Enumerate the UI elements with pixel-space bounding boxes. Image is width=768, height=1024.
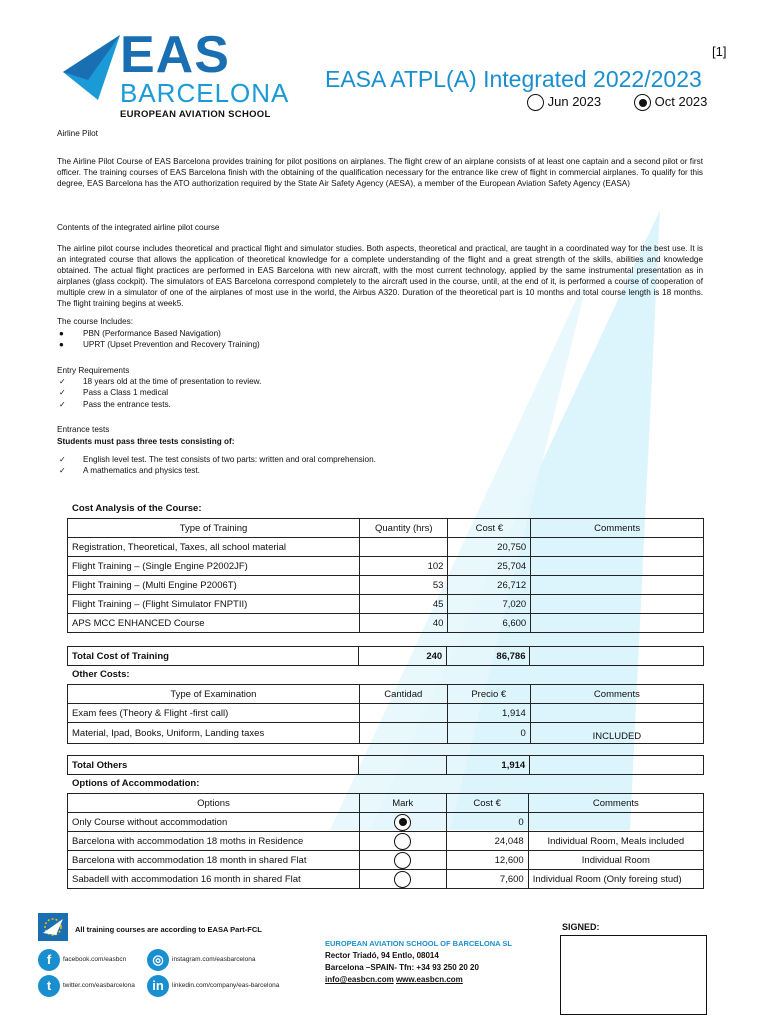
school-address	[325, 938, 512, 986]
table-cell: Exam fees (Theory & Flight -first call)	[68, 704, 360, 723]
table-cell: Registration, Theoretical, Taxes, all school material	[68, 538, 360, 557]
table-cell: APS MCC ENHANCED Course	[68, 614, 360, 633]
accommodation-radio-1[interactable]	[394, 833, 411, 850]
list-item	[57, 387, 261, 398]
table-header	[68, 685, 704, 704]
table-cell: 0	[446, 813, 528, 832]
table-cell: Sabadell with accommodation 16 month in shared Flat	[68, 870, 360, 889]
linkedin-link[interactable]: linkedin.com/company/eas-barcelona	[172, 982, 280, 989]
school-name: EUROPEAN AVIATION SCHOOL OF BARCELONA SL	[325, 939, 512, 948]
column-header: Cost €	[448, 519, 531, 538]
table-cell: 86,786	[447, 647, 530, 666]
session-radio-jun[interactable]	[527, 94, 544, 111]
table-cell: Barcelona with accommodation 18 moths in Residence	[68, 832, 360, 851]
check-icon: ✓	[59, 399, 66, 409]
table-cell	[359, 851, 446, 870]
contents-heading: Contents of the integrated airline pilot course	[57, 223, 220, 232]
table-cell	[530, 647, 704, 666]
other-heading: Other Costs:	[72, 669, 130, 680]
table-row	[68, 557, 704, 576]
tests-sub: Students must pass three tests consisting of:	[57, 437, 235, 446]
column-header: Comments	[531, 519, 704, 538]
linkedin-icon[interactable]: in	[147, 975, 169, 997]
accommodation-heading: Options of Accommodation:	[72, 778, 200, 789]
check-icon: ✓	[59, 455, 66, 464]
column-header: Cantidad	[359, 685, 447, 704]
column-header: Comments	[530, 685, 703, 704]
email-link[interactable]: info@easbcn.com	[325, 975, 394, 984]
tests-heading: Entrance tests	[57, 425, 110, 434]
bullet-icon: ●	[59, 329, 64, 338]
total-row	[68, 756, 704, 775]
page-title: EASA ATPL(A) Integrated 2022/2023	[325, 66, 702, 92]
accommodation-radio-3[interactable]	[394, 871, 411, 888]
table-cell	[528, 813, 703, 832]
list-item	[57, 339, 260, 350]
check-icon: ✓	[59, 377, 66, 386]
table-cell: Total Cost of Training	[68, 647, 359, 666]
table-header	[68, 794, 704, 813]
list-item-text: PBN (Performance Based Navigation)	[83, 329, 221, 338]
table-cell: 102	[360, 557, 448, 576]
table-row	[68, 595, 704, 614]
easa-flag-icon	[38, 913, 68, 941]
logo-sub: BARCELONA	[120, 78, 290, 108]
bullet-icon: ●	[59, 340, 64, 350]
instagram-link[interactable]: instagram.com/easbarcelona	[172, 956, 256, 963]
other-table	[67, 684, 704, 744]
column-header: Comments	[528, 794, 703, 813]
cost-table	[67, 518, 704, 633]
column-header: Precio €	[447, 685, 530, 704]
table-cell: Flight Training – (Multi Engine P2006T)	[68, 576, 360, 595]
table-cell: Flight Training – (Flight Simulator FNPTII)	[68, 595, 360, 614]
signed-label: SIGNED:	[562, 922, 600, 932]
table-cell: 26,712	[448, 576, 531, 595]
table-cell: 240	[359, 647, 447, 666]
table-cell	[531, 614, 704, 633]
table-cell	[531, 557, 704, 576]
table-cell: Flight Training – (Single Engine P2002JF)	[68, 557, 360, 576]
table-row	[68, 851, 704, 870]
table-cell: 25,704	[448, 557, 531, 576]
check-icon: ✓	[59, 466, 66, 476]
table-cell: 7,600	[446, 870, 528, 889]
eas-logo-icon	[58, 30, 128, 105]
contents-paragraph: The airline pilot course includes theoretical and practical flight and simulator studies. Both aspects, theoretical and practical, are taught in a coordinated way for the best use. It is an integrated course that allows the application of theoretical knowledge for a complete understanding of the flight and a great strength of the skills, abilities and knowledge obtained. The actual flight practices are performed in EAS Barcelona with new aircraft, with the most current technology, applied by the same instrumental presentation as in airplanes (glass cockpit). The simulators of EAS Barcelona correspond completely to the aircraft used in the course, until, at the end of it, is performed a course of cooperation of multiple crew in a simulator of one of the airplanes of most use in the world, the Airbus A320. Duration of the theoretical part is 10 months and total course length is 18 months. The flight training begins at week5.	[57, 244, 703, 309]
table-cell: 53	[360, 576, 448, 595]
column-header: Cost €	[446, 794, 528, 813]
table-cell: 0	[447, 723, 530, 744]
column-header: Quantity (hrs)	[360, 519, 448, 538]
easa-note: All training courses are according to EASA Part-FCL	[75, 925, 262, 934]
column-header: Options	[68, 794, 360, 813]
tests-list	[57, 454, 376, 477]
twitter-link[interactable]: twitter.com/easbarcelona	[63, 982, 135, 989]
session-option-jun[interactable]	[527, 94, 601, 111]
table-cell: Barcelona with accommodation 18 month in shared Flat	[68, 851, 360, 870]
table-cell: Individual Room, Meals included	[528, 832, 703, 851]
list-item	[57, 376, 261, 387]
cost-total-table	[67, 646, 704, 666]
table-cell	[359, 832, 446, 851]
table-cell: 24,048	[446, 832, 528, 851]
total-row	[68, 647, 704, 666]
includes-list	[57, 328, 260, 351]
list-item-text: Pass a Class 1 medical	[83, 388, 169, 398]
accommodation-radio-0[interactable]	[394, 814, 411, 831]
list-item	[57, 465, 376, 476]
table-row	[68, 538, 704, 557]
entry-heading: Entry Requirements	[57, 366, 130, 375]
list-item	[57, 328, 260, 339]
table-cell: 40	[360, 614, 448, 633]
table-cell	[531, 538, 704, 557]
address-line-2: Barcelona –SPAIN- Tfn: +34 93 250 20 20	[325, 963, 479, 972]
list-item-text: 18 years old at the time of presentation to review.	[83, 377, 262, 386]
table-cell: 12,600	[446, 851, 528, 870]
table-cell: Only Course without accommodation	[68, 813, 360, 832]
instagram-icon[interactable]: ◎	[147, 949, 169, 971]
session-radio-oct[interactable]	[634, 94, 651, 111]
page-ref: [1]	[712, 44, 727, 59]
table-cell	[359, 704, 447, 723]
table-cell: 1,914	[446, 756, 529, 775]
table-cell: 6,600	[448, 614, 531, 633]
table-header	[68, 519, 704, 538]
table-cell: Individual Room	[528, 851, 703, 870]
twitter-icon[interactable]: t	[38, 975, 60, 997]
table-row	[68, 704, 704, 723]
table-cell: INCLUDED	[530, 723, 703, 744]
list-item	[57, 399, 261, 410]
list-item-text: A mathematics and physics test.	[83, 466, 200, 476]
table-row	[68, 870, 704, 889]
session-option-oct[interactable]	[634, 94, 707, 111]
table-cell	[359, 870, 446, 889]
table-row	[68, 576, 704, 595]
list-item-text: English level test. The test consists of two parts: written and oral comprehension.	[83, 455, 376, 464]
column-header: Mark	[359, 794, 446, 813]
table-cell	[531, 576, 704, 595]
table-cell	[359, 723, 447, 744]
address-line-1: Rector Triadó, 94 Entlo, 08014	[325, 951, 439, 960]
session-label-oct: Oct 2023	[654, 94, 708, 109]
entry-list	[57, 376, 261, 410]
check-icon: ✓	[59, 388, 66, 398]
table-row	[68, 723, 704, 744]
signature-box[interactable]	[560, 935, 707, 1015]
table-cell	[358, 756, 446, 775]
intro-heading: Airline Pilot	[57, 129, 98, 138]
accommodation-table	[67, 793, 704, 889]
includes-heading: The course Includes:	[57, 317, 134, 326]
table-cell	[530, 756, 704, 775]
list-item-text: UPRT (Upset Prevention and Recovery Training)	[83, 340, 260, 350]
session-label-jun: Jun 2023	[547, 94, 602, 109]
table-cell: 7,020	[448, 595, 531, 614]
table-cell: 1,914	[447, 704, 530, 723]
table-cell: Individual Room (Only foreing stud)	[528, 870, 703, 889]
facebook-icon[interactable]: f	[38, 949, 60, 971]
column-header: Type of Training	[68, 519, 360, 538]
cost-heading: Cost Analysis of the Course:	[72, 503, 202, 514]
table-cell	[360, 538, 448, 557]
column-header: Type of Examination	[68, 685, 360, 704]
logo-school: EUROPEAN AVIATION SCHOOL	[120, 109, 271, 120]
intro-paragraph: The Airline Pilot Course of EAS Barcelona provides training for pilot positions on airplanes. The flight crew of an airplane consists of at least one captain and a second pilot or first officer. The training courses of EAS Barcelona finish with the obtaining of the qualification necessary for the entrance like crew of flight in commercial airplanes. To qualify for this degree, EAS Barcelona has the ATO authorization required by the State Air Safety Agency (AESA), a member of the European Aviation Safety Agency (EASA)	[57, 157, 703, 189]
list-item	[57, 454, 376, 465]
list-item-text: Pass the entrance tests.	[83, 399, 171, 409]
other-total-table	[67, 755, 704, 775]
table-cell: 20,750	[448, 538, 531, 557]
table-cell: 45	[360, 595, 448, 614]
table-cell: Total Others	[68, 756, 359, 775]
table-row	[68, 832, 704, 851]
web-link[interactable]: www.easbcn.com	[395, 975, 463, 984]
table-row	[68, 614, 704, 633]
table-cell	[530, 704, 703, 723]
table-cell	[531, 595, 704, 614]
table-cell: Material, Ipad, Books, Uniform, Landing taxes	[68, 723, 360, 744]
table-row	[68, 813, 704, 832]
table-cell	[359, 813, 446, 832]
facebook-link[interactable]: facebook.com/easbcn	[63, 956, 127, 963]
accommodation-radio-2[interactable]	[394, 852, 411, 869]
logo-main: EAS	[120, 26, 230, 84]
logo-text	[120, 26, 290, 120]
